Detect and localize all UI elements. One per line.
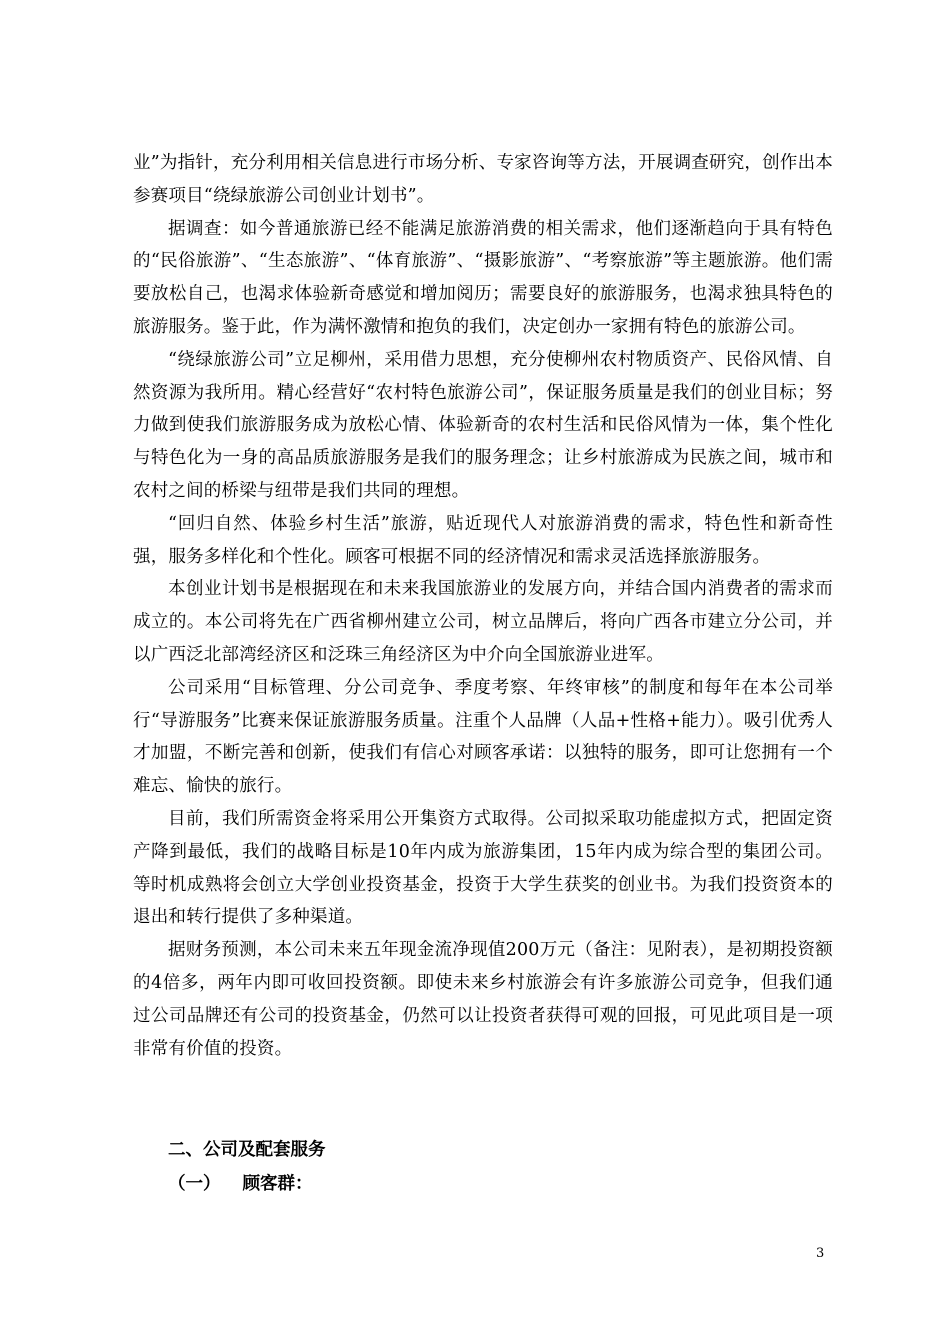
paragraph-survey: 据调查：如今普通旅游已经不能满足旅游消费的相关需求，他们逐渐趋向于具有特色的“民俗旅游”、“生态旅游”、“体育旅游”、“摄影旅游”、“考察旅游”等主题旅游。他们需要放松自己，也渴求体验新奇感觉和增加阅历；需要良好的旅游服务，也渴求独具特色的旅游服务。鉴于此，作为满怀激情和抱负的我们，决定创办一家拥有特色的旅游公司。 — [133, 218, 833, 337]
section-heading: 二、公司及配套服务 — [168, 1140, 326, 1160]
subsection-title: 顾客群： — [242, 1174, 313, 1194]
paragraph-expansion-plan: 本创业计划书是根据现在和未来我国旅游业的发展方向，并结合国内消费者的需求而成立的。本公司将先在广西省柳州建立公司，树立品牌后，将向广西各市建立分公司，并以广西泛北部湾经济区和泛珠三角经济区为中介向全国旅游业进军。 — [133, 579, 833, 665]
paragraph-rural-tourism: “回归自然、体验乡村生活”旅游，贴近现代人对旅游消费的需求，特色性和新奇性强，服务多样化和个性化。顾客可根据不同的经济情况和需求灵活选择旅游服务。 — [133, 513, 833, 567]
paragraph-financial-forecast: 据财务预测，本公司未来五年现金流净现值200万元（备注：见附表），是初期投资额的4倍多，两年内即可收回投资额。即使未来乡村旅游会有许多旅游公司竞争，但我们通过公司品牌还有公司的投资基金，仍然可以让投资者获得可观的回报，可见此项目是一项非常有价值的投资。 — [133, 940, 833, 1059]
page-number: 3 — [816, 1246, 825, 1261]
paragraph-company-positioning: “绕绿旅游公司”立足柳州，采用借力思想，充分使柳州农村物质资产、民俗风情、自然资源为我所用。精心经营好“农村特色旅游公司”，保证服务质量是我们的创业目标；努力做到使我们旅游服务成为放松心情、体验新奇的农村生活和民俗风情为一体，集个性化与特色化为一身的高品质旅游服务是我们的服务理念；让乡村旅游成为民族之间，城市和农村之间的桥梁与纽带是我们共同的理想。 — [133, 349, 833, 501]
paragraph-continuation: 业”为指针，充分利用相关信息进行市场分析、专家咨询等方法，开展调查研究，创作出本参赛项目“绕绿旅游公司创业计划书”。 — [133, 153, 833, 206]
subsection-heading — [168, 1172, 313, 1196]
paragraph-management-system: 公司采用“目标管理、分公司竞争、季度考察、年终审核”的制度和每年在本公司举行“导游服务”比赛来保证旅游服务质量。注重个人品牌（人品+性格+能力）。吸引优秀人才加盟，不断完善和创新，使我们有信心对顾客承诺：以独特的服务，即可让您拥有一个难忘、愉快的旅行。 — [133, 677, 833, 797]
paragraph-funding: 目前，我们所需资金将采用公开集资方式取得。公司拟采取功能虚拟方式，把固定资产降到最低，我们的战略目标是10年内成为旅游集团，15年内成为综合型的集团公司。等时机成熟将会创立大学创业投资基金，投资于大学生获奖的创业书。为我们投资资本的退出和转行提供了多种渠道。 — [133, 808, 833, 928]
subsection-marker: （一） — [168, 1174, 221, 1194]
document-body — [133, 147, 833, 1065]
